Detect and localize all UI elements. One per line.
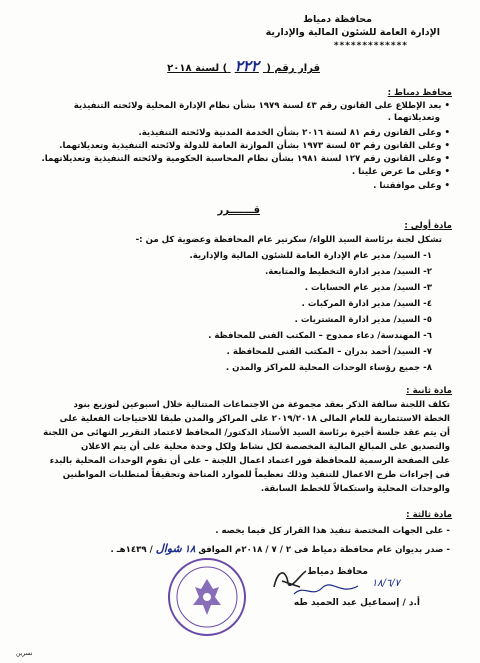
article1-heading: مادة أولى : bbox=[404, 221, 452, 231]
member-item: ٣- السيد/ مدير عام الحسابات . bbox=[304, 283, 432, 293]
article2-line: على الصفحة الرسمية للمحافظة فور اعتماد اعمال اللجنة – على أن تقوم الوحدات المحلية بالبدء bbox=[49, 456, 450, 466]
article2-heading: مادة ثانية : bbox=[406, 386, 452, 396]
bullet-icon: - bbox=[446, 526, 450, 536]
preamble-item: • وعلى موافقتنا . bbox=[373, 181, 450, 191]
department-name: الإدارة العامة للشئون المالية والإدارية bbox=[265, 27, 440, 38]
hijri-month: شوال bbox=[155, 542, 182, 555]
decision-number: ٢٢٢ bbox=[234, 57, 259, 75]
hijri-day: ١٨ bbox=[184, 544, 196, 555]
signature-title: محافظ دمياط bbox=[307, 567, 368, 577]
member-item: ٥- السيد/ مدير ادارة المشتريات . bbox=[294, 315, 432, 325]
article2-line: والوحدات المحلية واستكمالاً للخطط السابقة. bbox=[260, 484, 450, 494]
member-item: ٧- السيد/ أحمد بدران – المكتب الفنى للمحافظة . bbox=[226, 347, 432, 357]
governorate-name: محافظة دمياط bbox=[303, 14, 372, 25]
article3-line1: - على الجهات المختصة تنفيذ هذا القرار كل فيما يخصه . bbox=[215, 526, 450, 536]
bullet-icon: • bbox=[444, 181, 450, 191]
bullet-icon: • bbox=[444, 167, 450, 177]
preamble-item: • وعلى القانون رقم ١٢٧ لسنة ١٩٨١ بشأن نظام المحاسبة الحكومية ولائحته التنفيذية وتعديلاتهما. bbox=[41, 154, 450, 164]
member-item: ٦- المهندسة/ دعاء ممدوح – المكتب الفنى للمحافظة . bbox=[208, 331, 432, 341]
article2-line: فى إجراءات طرح الاعمال للتنفيذ وذلك تعظيماً للموارد المتاحة وتحقيقاً لمتطلبات المواطنين bbox=[62, 470, 450, 480]
bullet-icon: • bbox=[444, 101, 450, 111]
preamble-item: • بعد الإطلاع على القانون رقم ٤٣ لسنة ١٩٧٩ بشأن نظام الإدارة المحلية ولائحته التنفيذية bbox=[73, 101, 450, 111]
article3-heading: مادة ثالثة : bbox=[406, 510, 452, 520]
member-item: ٨- جميع رؤساء الوحدات المحلية للمراكز والمدن . bbox=[225, 363, 432, 373]
preamble-item: • وعلى القانون رقم ٨١ لسنة ٢٠١٦ بشأن الخدمة المدنية ولائحته التنفيذية. bbox=[138, 128, 450, 138]
preamble-item: • وعلى ما عرض علينا . bbox=[351, 167, 450, 177]
member-item: ٤- السيد/ مدير ادارة المركبات . bbox=[301, 299, 432, 309]
decision-title: قرار رقم ( ٢٢٢ ) لسنة ٢٠١٨ bbox=[167, 57, 320, 75]
decided-heading: قـــــــرر bbox=[217, 205, 260, 216]
member-item: ١- السيد/ مدير عام الإدارة العامة للشئون المالية والإدارية. bbox=[189, 251, 432, 261]
article2-line: والتصديق على المبالغ المالية المخصصة لكل نشاط ولكل وحدة محلية على أن يتم الاعلان bbox=[80, 442, 450, 452]
bullet-icon: • bbox=[444, 141, 450, 151]
header-stars: ************* bbox=[333, 41, 408, 51]
preamble-item: • وعلى القانون رقم ٥٣ لسنة ١٩٧٣ بشأن الموازنة العامة للدولة ولائحته التنفيذية وتعديلاتهما. bbox=[59, 141, 450, 151]
article2-line: أن يتم عقد جلسة أخيرة برئاسة السيد الأستاذ الدكتور/ المحافظ لاعتماد التقرير النهائى من اللجنة bbox=[43, 428, 450, 438]
bullet-icon: - bbox=[446, 545, 450, 555]
bullet-icon: • bbox=[444, 154, 450, 164]
seal-icon bbox=[165, 555, 249, 639]
article2-line: الخطة الاستثمارية للعام المالى ٢٠١٩/٢٠١٨ على المراكز والمدن طبقا للاحتياجات الفعلية على bbox=[59, 414, 450, 424]
typist-note: نسرين bbox=[16, 650, 33, 657]
preamble-heading: محافظ دمياط : bbox=[387, 88, 452, 98]
handwritten-date: ١٨/٦/٧ bbox=[371, 578, 400, 589]
article3-line2: - صدر بديوان عام محافظة دمياط فى ٢ / ٧ / ٢٠١٨م الموافق ١٨ شوال / ١٤٣٩هـ . bbox=[110, 542, 450, 555]
member-item: ٢- السيد/ مدير ادارة التخطيط والمتابعة. bbox=[264, 267, 432, 277]
preamble-item: وتعديلاتهما . bbox=[387, 113, 440, 123]
article1-intro: تشكل لجنة برئاسة السيد اللواء/ سكرتير عام المحافظة وعضوية كل من :- bbox=[135, 235, 442, 245]
bullet-icon: • bbox=[444, 128, 450, 138]
initials-signature-icon bbox=[270, 565, 310, 595]
article2-line: تكلف اللجنة سالفة الذكر بعقد مجموعة من الاجتماعات المتتالية خلال اسبوعين لتوزيع بنود bbox=[73, 400, 450, 410]
signatory-name: أ.د / إسماعيل عبد الحميد طه bbox=[293, 598, 420, 608]
